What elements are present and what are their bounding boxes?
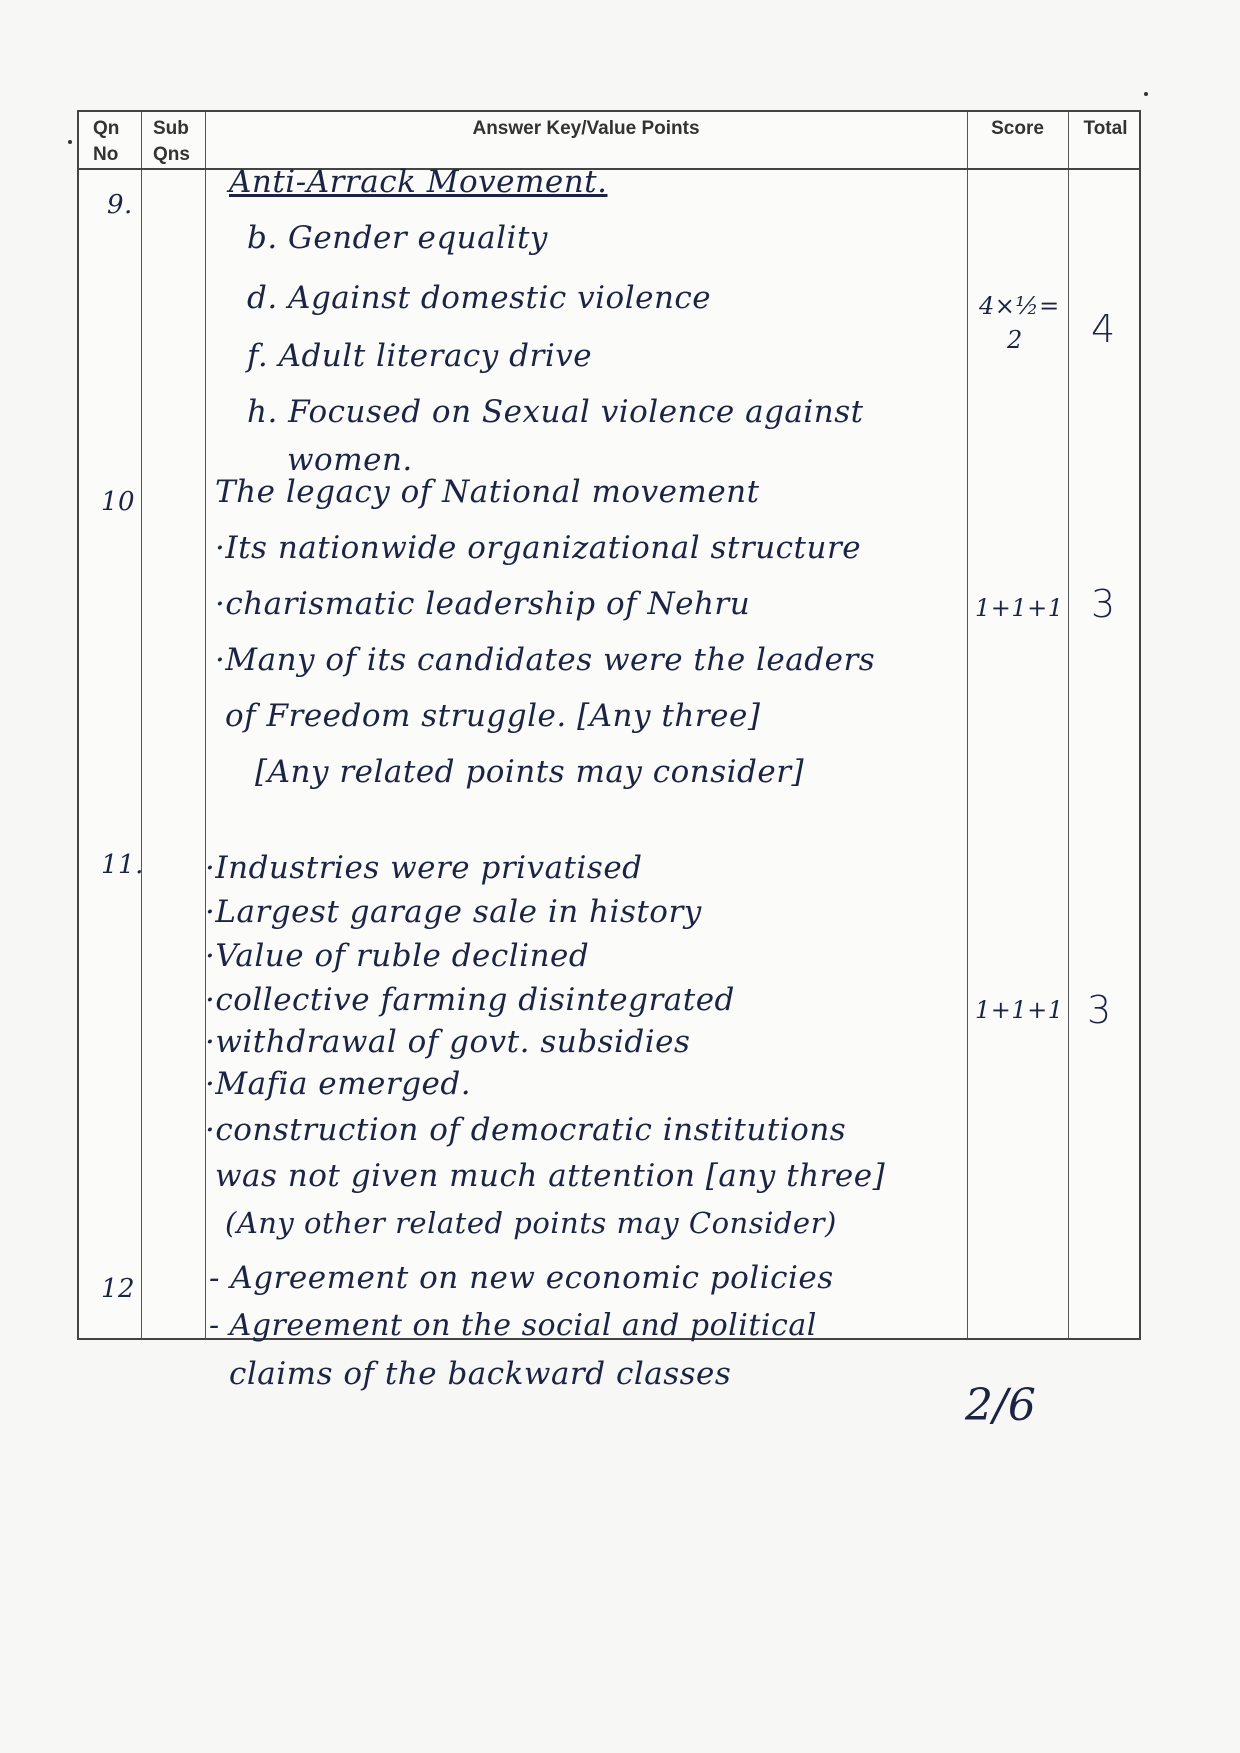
answer-line: ·Its nationwide organizational structure <box>215 530 862 566</box>
answer-line: ·Mafia emerged. <box>205 1066 472 1102</box>
answer-line: The legacy of National movement <box>215 474 760 510</box>
question-number: 12 <box>101 1274 136 1304</box>
column-divider <box>205 112 206 1338</box>
total-value: 3 <box>1091 582 1116 626</box>
answer-line: ·Industries were privatised <box>205 850 643 886</box>
answer-line: d. Against domestic violence <box>247 280 712 316</box>
answer-line: [Any related points may consider] <box>255 754 805 790</box>
score-header: Score <box>991 118 1044 139</box>
answer-line: ·construction of democratic institutions <box>205 1112 847 1148</box>
answer-line: - Agreement on new economic policies <box>209 1260 834 1296</box>
column-divider <box>967 112 968 1338</box>
qn-no-header: Qn No <box>93 118 120 165</box>
answer-line: ·Many of its candidates were the leaders <box>215 642 876 678</box>
answer-line: of Freedom struggle. [Any three] <box>225 698 761 734</box>
score-value: 1+1+1 <box>975 996 1064 1024</box>
scan-speck <box>68 140 72 144</box>
answer-line: claims of the backward classes <box>229 1356 732 1392</box>
answer-line: ·collective farming disintegrated <box>205 982 735 1018</box>
total-value: 3 <box>1087 988 1112 1032</box>
score-value: 1+1+1 <box>975 594 1064 622</box>
answer-line: ·charismatic leadership of Nehru <box>215 586 751 622</box>
column-divider <box>141 112 142 1338</box>
question-number: 10 <box>101 487 136 517</box>
score-value: 4×½= <box>979 292 1060 320</box>
total-header: Total <box>1083 118 1128 139</box>
answer-key-table <box>77 110 1141 1392</box>
answer-heading: Anti-Arrack Movement. <box>229 164 608 200</box>
sub-qns-header: Sub Qns <box>153 118 190 165</box>
answer-line: women. <box>287 442 413 478</box>
question-number: 9. <box>107 190 133 220</box>
score-value: 2 <box>1007 326 1023 354</box>
answer-line: ·Largest garage sale in history <box>205 894 702 930</box>
answer-line: was not given much attention [any three] <box>215 1158 886 1194</box>
answer-line: b. Gender equality <box>247 220 548 256</box>
scan-speck <box>1144 92 1148 96</box>
answer-line: h. Focused on Sexual violence against <box>247 394 864 430</box>
answer-line: f. Adult literacy drive <box>247 338 593 374</box>
answer-line: ·withdrawal of govt. subsidies <box>205 1024 691 1060</box>
column-divider <box>1068 112 1069 1338</box>
answer-line: ·Value of ruble declined <box>205 938 590 974</box>
answer-line: (Any other related points may Consider) <box>225 1206 837 1240</box>
answer-key-header: Answer Key/Value Points <box>472 118 700 139</box>
question-number: 11. <box>101 850 144 880</box>
answer-line: - Agreement on the social and political <box>209 1308 817 1343</box>
page-number: 2/6 <box>965 1380 1036 1431</box>
total-value: 4 <box>1091 307 1116 351</box>
